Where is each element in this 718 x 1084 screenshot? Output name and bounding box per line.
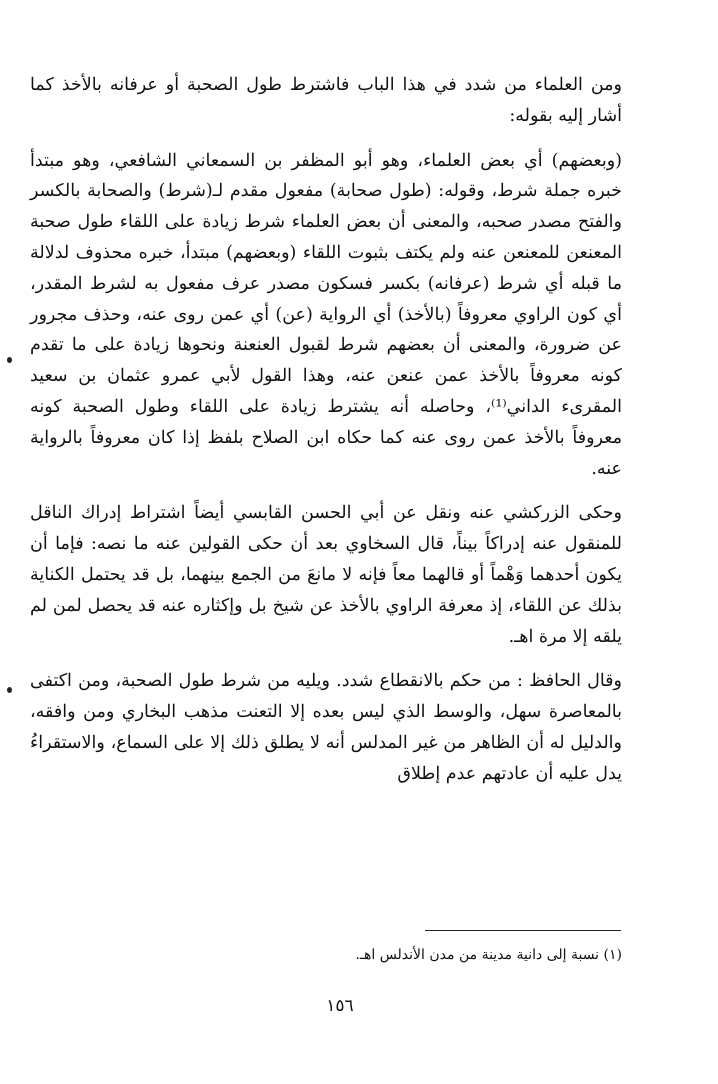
footnote-divider [425, 930, 621, 931]
footnote: (١) نسبة إلى دانية مدينة من مدن الأندلس اهـ. [355, 947, 622, 963]
paragraph-2: (وبعضهم) أي بعض العلماء، وهو أبو المظفر بن السمعاني الشافعي، وهو مبتدأ خبره جملة شرط، وقوله: (طول صحابة) مفعول مقدم لـ(شرط) والصحابة بالكسر والفتح مصدر صحبه، والمعنى أن بعض العلماء شرط زيادة على اللقاء طول صحبة المعنعن للمعنعن عنه ولم يكتف بثبوت اللقاء (وبعضهم) مبتدأ، خبره محذوف لدلالة ما قبله أي شرط (عرفانه) بكسر فسكون مصدر عرف مفعول به لشرط المقدر، أي كون الراوي معروفاً (بالأخذ) أي الرواية (عن) أي عمن روى عنه، وحذف مجرور عن ضرورة، والمعنى أن بعضهم شرط لقبول العنعنة ونحوها زيادة على ما تقدم كونه معروفاً بالأخذ عمن عنعن عنه، وهذا القول لأبي عمرو عثمان بن سعيد المقرىء الداني⁽¹⁾، وحاصله أنه يشترط زيادة على اللقاء وطول الصحبة كونه معروفاً بالأخذ عمن روى عنه كما حكاه ابن الصلاح بلفظ إذا كان معروفاً بالرواية عنه. [30, 150, 623, 479]
margin-dot [7, 357, 12, 363]
paragraph-1: ومن العلماء من شدد في هذا الباب فاشترط طول الصحبة أو عرفانه بالأخذ كما أشار إليه بقوله: [30, 75, 622, 126]
margin-dot [7, 687, 12, 693]
page-number: ١٥٦ [326, 996, 354, 1016]
paragraph-4: وقال الحافظ : من حكم بالانقطاع شدد. ويليه من شرط طول الصحبة، ومن اكتفى بالمعاصرة سهل، والوسط الذي ليس بعده إلا التعنت مذهب البخاري ومن وافقه، والدليل له أن الظاهر من غير المدلس أنه لا يطلق ذلك إلا على السماع، والاستقراءُ يدل عليه أن عادتهم عدم إطلاق [30, 671, 622, 784]
main-text [30, 70, 622, 804]
paragraph-3: وحكى الزركشي عنه ونقل عن أبي الحسن القابسي أيضاً اشتراط إدراك الناقل للمنقول عنه إدراكاً بيناً، قال السخاوي بعد أن حكى القولين عنه ما نصه: فإما أن يكون أحدهما وَهْماً أو قالهما معاً فإنه لا مانعَ من الجمع بينهما، بل قد يحتمل الكناية بذلك عن اللقاء، إذ معرفة الراوي بالأخذ عن شيخ بل وإكثاره عنه قد يحصل لمن لم يلقه إلا مرة اهـ. [30, 503, 622, 647]
